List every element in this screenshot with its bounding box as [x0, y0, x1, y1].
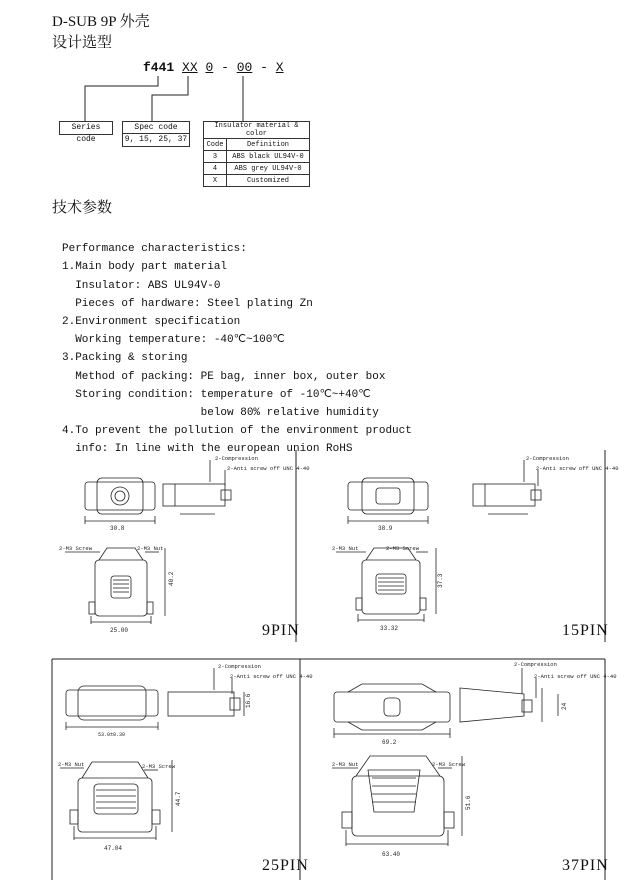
model-spec: XX — [182, 60, 198, 75]
callout-label: 2-Compression — [218, 663, 261, 670]
callout-label: 2-M3 Screw — [142, 763, 176, 770]
perf-line: Method of packing: PE bag, inner box, outer box — [62, 370, 386, 383]
perf-line: Storing condition: temperature of -10℃~+40℃ — [62, 388, 371, 401]
perf-line: 2.Environment specification — [62, 316, 241, 329]
insulator-def-cell: ABS black UL94V-0 — [227, 151, 310, 163]
dim-label: 51.6 — [465, 795, 472, 810]
callout-label: 2-M3 Screw — [432, 761, 466, 768]
insulator-code-cell: X — [204, 175, 227, 187]
perf-line: Insulator: ABS UL94V-0 — [62, 279, 221, 292]
callout-label: 2-Compression — [526, 455, 569, 462]
dim-label: 24 — [561, 702, 568, 710]
insulator-def-cell: Customized — [227, 175, 310, 187]
dim-label: 30.8 — [110, 525, 125, 532]
drawing-25pin — [54, 660, 313, 880]
dim-label: 53.0±0.30 — [98, 732, 126, 738]
perf-line: info: In line with the european union RoHS — [62, 443, 353, 456]
perf-line: below 80% relative humidity — [62, 407, 379, 420]
callout-label: 2-Compression — [215, 455, 258, 462]
dim-label: 69.2 — [382, 739, 397, 746]
pin-label-15: 15PIN — [562, 622, 609, 639]
insulator-header-code: Code — [204, 139, 227, 151]
page-title: D-SUB 9P 外壳 — [52, 14, 150, 30]
dim-label: 33.32 — [380, 625, 399, 632]
spec-code-label: Spec code — [123, 122, 189, 134]
model-sep2: - — [260, 60, 268, 75]
pin-label-25: 25PIN — [262, 857, 309, 874]
dim-label: 44.7 — [175, 791, 182, 806]
callout-label: 2-M3 Screw — [59, 545, 93, 552]
callout-label: 2-Anti screw off UNC 4-40 — [536, 465, 619, 472]
selection-heading: 设计选型 — [52, 35, 113, 51]
series-code-box: Series code — [59, 121, 113, 135]
callout-label: 2-M3 Nut — [137, 545, 164, 552]
callout-label: 2-Anti screw off UNC 4-40 — [534, 673, 617, 680]
pin-label-37: 37PIN — [562, 857, 609, 874]
callout-label: 2-M3 Nut — [58, 761, 85, 768]
model-suffix: X — [275, 60, 284, 75]
perf-line: 3.Packing & storing — [62, 352, 188, 365]
perf-line: Performance characteristics: — [62, 243, 247, 256]
model-zero: 0 — [205, 60, 214, 75]
drawing-37pin — [302, 660, 617, 880]
insulator-title: Insulator material & color — [204, 122, 310, 139]
params-heading: 技术参数 — [52, 200, 113, 216]
perf-line: 4.To prevent the pollution of the environment product — [62, 425, 412, 438]
callout-label: 2-M3 Nut — [332, 545, 359, 552]
dim-label: 63.40 — [382, 851, 401, 858]
insulator-def-cell: ABS grey UL94V-0 — [227, 163, 310, 175]
model-mid: 00 — [236, 60, 253, 75]
dim-label: 25.00 — [110, 627, 129, 634]
perf-line: 1.Main body part material — [62, 261, 228, 274]
insulator-code-cell: 4 — [204, 163, 227, 175]
dim-label: 16.6 — [245, 693, 252, 708]
dim-label: 38.9 — [378, 525, 393, 532]
callout-label: 2-Anti screw off UNC 4-40 — [230, 673, 313, 680]
perf-line: Pieces of hardware: Steel plating Zn — [62, 297, 313, 310]
insulator-code-cell: 3 — [204, 151, 227, 163]
drawing-15pin — [318, 452, 619, 642]
dim-label: 40.2 — [168, 571, 175, 586]
insulator-header-def: Definition — [227, 139, 310, 151]
callout-label: 2-Anti screw off UNC 4-40 — [227, 465, 310, 472]
spec-code-values: 9, 15, 25, 37 — [124, 135, 188, 144]
pin-label-9: 9PIN — [262, 622, 300, 639]
model-sep1: - — [221, 60, 229, 75]
model-prefix: f441 — [143, 60, 175, 75]
callout-label: 2-M3 Screw — [386, 545, 420, 552]
perf-line: Working temperature: -40℃~100℃ — [62, 334, 285, 347]
callout-label: 2-Compression — [514, 661, 557, 668]
dim-label: 47.04 — [104, 845, 123, 852]
dim-label: 37.3 — [437, 573, 444, 588]
callout-label: 2-M3 Nut — [332, 761, 359, 768]
drawing-9pin — [55, 452, 310, 642]
